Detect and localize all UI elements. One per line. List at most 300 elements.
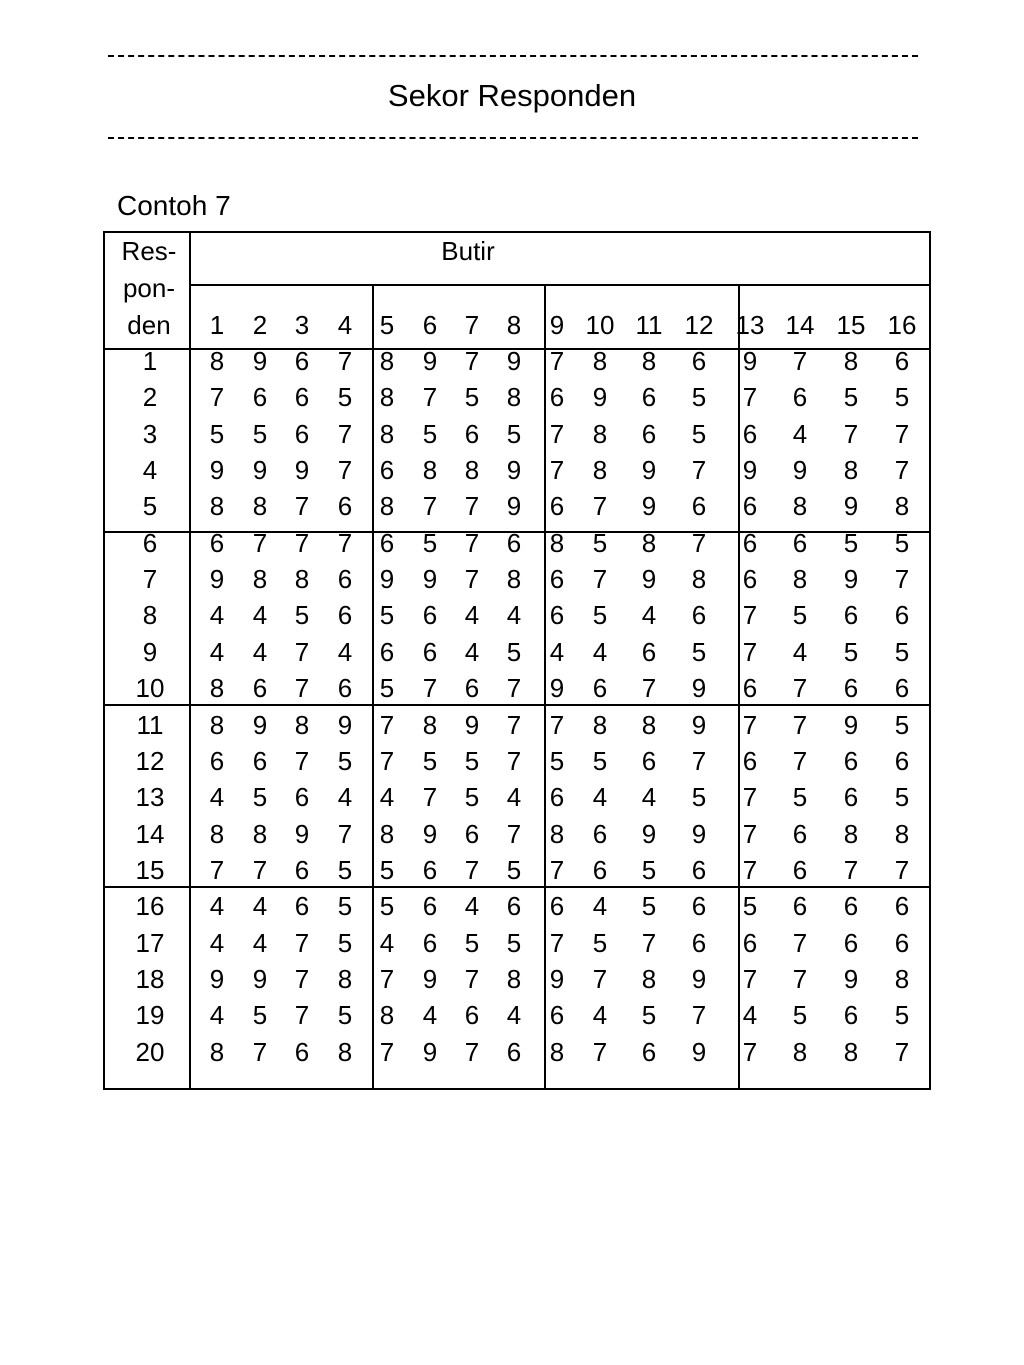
bottom-dashed-rule <box>108 137 918 153</box>
respondent-id: 1 <box>142 346 158 376</box>
score-cell: 7 <box>691 528 707 558</box>
score-cell: 9 <box>252 710 268 740</box>
score-cell: 4 <box>641 600 657 630</box>
score-cell: 7 <box>337 819 353 849</box>
score-cell: 7 <box>792 746 808 776</box>
score-cell: 6 <box>422 928 438 958</box>
score-cell: 9 <box>843 564 859 594</box>
score-cell: 8 <box>294 564 310 594</box>
score-cell: 7 <box>894 455 910 485</box>
score-cell: 7 <box>337 346 353 376</box>
score-cell: 7 <box>506 710 522 740</box>
score-cell: 6 <box>691 346 707 376</box>
score-cell: 7 <box>209 382 225 412</box>
score-cell: 5 <box>894 528 910 558</box>
score-cell: 5 <box>337 1000 353 1030</box>
score-cell: 4 <box>464 637 480 667</box>
score-cell: 8 <box>209 491 225 521</box>
score-cell: 4 <box>792 637 808 667</box>
score-cell: 4 <box>422 1000 438 1030</box>
score-cell: 9 <box>843 964 859 994</box>
score-cell: 5 <box>252 419 268 449</box>
score-cell: 7 <box>549 928 565 958</box>
score-cell: 8 <box>792 564 808 594</box>
score-cell: 7 <box>742 1037 758 1067</box>
respondent-id: 10 <box>135 673 165 703</box>
score-cell: 5 <box>506 637 522 667</box>
score-cell: 6 <box>422 891 438 921</box>
item-number-header: 6 <box>422 310 438 340</box>
score-cell: 6 <box>294 1037 310 1067</box>
score-cell: 7 <box>742 382 758 412</box>
score-cell: 9 <box>337 710 353 740</box>
score-cell: 6 <box>742 564 758 594</box>
score-cell: 6 <box>792 891 808 921</box>
score-cell: 4 <box>252 600 268 630</box>
score-cell: 9 <box>691 673 707 703</box>
respondent-header: pon- <box>122 273 176 303</box>
score-cell: 7 <box>742 637 758 667</box>
score-cell: 5 <box>894 637 910 667</box>
score-cell: 7 <box>691 455 707 485</box>
score-cell: 5 <box>337 891 353 921</box>
score-cell: 6 <box>549 491 565 521</box>
score-cell: 7 <box>894 855 910 885</box>
score-cell: 9 <box>506 346 522 376</box>
respondent-id: 20 <box>135 1037 165 1067</box>
score-cell: 6 <box>549 891 565 921</box>
item-number-header: 4 <box>337 310 353 340</box>
score-cell: 8 <box>641 528 657 558</box>
score-cell: 7 <box>464 491 480 521</box>
score-cell: 7 <box>843 419 859 449</box>
score-cell: 6 <box>379 637 395 667</box>
score-cell: 7 <box>294 491 310 521</box>
score-cell: 4 <box>252 637 268 667</box>
score-cell: 9 <box>422 346 438 376</box>
score-cell: 7 <box>422 673 438 703</box>
score-cell: 6 <box>209 528 225 558</box>
score-cell: 7 <box>843 855 859 885</box>
score-cell: 9 <box>422 819 438 849</box>
score-cell: 5 <box>379 600 395 630</box>
score-cell: 6 <box>792 819 808 849</box>
score-cell: 5 <box>843 382 859 412</box>
row-group-divider-3 <box>103 886 931 888</box>
score-cell: 6 <box>843 782 859 812</box>
score-cell: 8 <box>252 491 268 521</box>
score-cell: 5 <box>379 891 395 921</box>
score-cell: 6 <box>506 1037 522 1067</box>
score-cell: 7 <box>252 1037 268 1067</box>
score-cell: 7 <box>337 528 353 558</box>
score-cell: 6 <box>792 528 808 558</box>
respondent-id: 13 <box>135 782 165 812</box>
score-cell: 7 <box>379 710 395 740</box>
score-cell: 9 <box>742 346 758 376</box>
score-cell: 8 <box>894 964 910 994</box>
score-cell: 6 <box>894 673 910 703</box>
score-cell: 5 <box>843 528 859 558</box>
score-cell: 8 <box>592 419 608 449</box>
score-cell: 8 <box>506 964 522 994</box>
score-cell: 7 <box>464 1037 480 1067</box>
score-cell: 4 <box>464 891 480 921</box>
score-cell: 5 <box>691 782 707 812</box>
score-cell: 7 <box>742 710 758 740</box>
score-cell: 6 <box>209 746 225 776</box>
score-cell: 5 <box>422 419 438 449</box>
score-cell: 7 <box>337 419 353 449</box>
score-cell: 5 <box>549 746 565 776</box>
score-cell: 7 <box>742 819 758 849</box>
score-cell: 9 <box>422 1037 438 1067</box>
score-cell: 7 <box>691 746 707 776</box>
score-cell: 5 <box>506 928 522 958</box>
score-cell: 7 <box>792 346 808 376</box>
score-cell: 5 <box>592 528 608 558</box>
score-cell: 8 <box>792 491 808 521</box>
score-cell: 5 <box>379 673 395 703</box>
score-cell: 5 <box>641 891 657 921</box>
item-number-header: 2 <box>252 310 268 340</box>
score-cell: 8 <box>252 819 268 849</box>
score-cell: 6 <box>641 382 657 412</box>
respondent-id: 18 <box>135 964 165 994</box>
score-cell: 6 <box>252 673 268 703</box>
score-cell: 7 <box>379 746 395 776</box>
score-cell: 5 <box>843 637 859 667</box>
score-cell: 8 <box>843 819 859 849</box>
score-cell: 6 <box>641 1037 657 1067</box>
score-cell: 9 <box>252 455 268 485</box>
score-cell: 6 <box>464 673 480 703</box>
respondent-id: 9 <box>142 637 158 667</box>
score-cell: 7 <box>742 855 758 885</box>
score-cell: 6 <box>691 491 707 521</box>
score-cell: 7 <box>464 346 480 376</box>
score-cell: 5 <box>464 382 480 412</box>
score-cell: 6 <box>592 855 608 885</box>
score-cell: 5 <box>337 382 353 412</box>
score-cell: 8 <box>641 346 657 376</box>
score-cell: 5 <box>337 746 353 776</box>
score-cell: 6 <box>792 382 808 412</box>
score-cell: 6 <box>742 491 758 521</box>
score-cell: 5 <box>422 528 438 558</box>
score-cell: 7 <box>464 964 480 994</box>
score-cell: 6 <box>422 600 438 630</box>
score-cell: 5 <box>252 782 268 812</box>
score-cell: 8 <box>379 419 395 449</box>
score-cell: 9 <box>641 819 657 849</box>
score-cell: 6 <box>422 855 438 885</box>
score-cell: 6 <box>464 1000 480 1030</box>
score-cell: 5 <box>209 419 225 449</box>
score-cell: 7 <box>506 819 522 849</box>
respondent-id: 11 <box>136 710 164 740</box>
score-cell: 9 <box>422 964 438 994</box>
score-cell: 8 <box>209 710 225 740</box>
score-cell: 5 <box>422 746 438 776</box>
score-cell: 8 <box>337 1037 353 1067</box>
score-cell: 7 <box>422 782 438 812</box>
score-cell: 7 <box>294 673 310 703</box>
respondent-id: 12 <box>135 746 165 776</box>
score-cell: 7 <box>337 455 353 485</box>
respondent-id: 7 <box>142 564 158 594</box>
score-cell: 6 <box>691 855 707 885</box>
score-cell: 8 <box>209 673 225 703</box>
score-cell: 7 <box>549 455 565 485</box>
score-cell: 5 <box>337 855 353 885</box>
score-cell: 7 <box>422 491 438 521</box>
score-cell: 7 <box>294 528 310 558</box>
score-cell: 7 <box>506 746 522 776</box>
score-cell: 8 <box>592 346 608 376</box>
score-cell: 9 <box>641 491 657 521</box>
score-cell: 8 <box>209 1037 225 1067</box>
score-cell: 8 <box>792 1037 808 1067</box>
item-number-header: 12 <box>684 310 714 340</box>
item-number-header: 1 <box>209 310 225 340</box>
score-cell: 9 <box>742 455 758 485</box>
score-cell: 6 <box>252 382 268 412</box>
respondent-id: 8 <box>142 600 158 630</box>
score-cell: 5 <box>641 1000 657 1030</box>
score-cell: 6 <box>592 819 608 849</box>
item-number-header: 10 <box>585 310 615 340</box>
score-cell: 8 <box>506 382 522 412</box>
score-cell: 6 <box>294 346 310 376</box>
score-cell: 7 <box>464 528 480 558</box>
respondent-id: 19 <box>135 1000 165 1030</box>
score-cell: 7 <box>506 673 522 703</box>
score-cell: 4 <box>209 637 225 667</box>
score-cell: 6 <box>894 928 910 958</box>
respondent-column-divider <box>189 231 191 1090</box>
score-cell: 7 <box>549 419 565 449</box>
score-cell: 9 <box>379 564 395 594</box>
score-cell: 6 <box>641 746 657 776</box>
score-cell: 5 <box>464 928 480 958</box>
score-cell: 9 <box>549 964 565 994</box>
score-cell: 5 <box>379 855 395 885</box>
score-cell: 8 <box>691 564 707 594</box>
score-cell: 6 <box>337 600 353 630</box>
score-cell: 8 <box>549 819 565 849</box>
score-cell: 5 <box>294 600 310 630</box>
score-cell: 7 <box>894 564 910 594</box>
score-cell: 5 <box>592 928 608 958</box>
score-cell: 8 <box>549 528 565 558</box>
score-cell: 6 <box>894 746 910 776</box>
score-cell: 7 <box>549 346 565 376</box>
score-cell: 8 <box>422 710 438 740</box>
score-cell: 7 <box>641 673 657 703</box>
butir-header: Butir <box>441 236 495 266</box>
score-cell: 6 <box>742 673 758 703</box>
score-cell: 4 <box>792 419 808 449</box>
score-cell: 7 <box>641 928 657 958</box>
score-cell: 8 <box>379 346 395 376</box>
score-cell: 6 <box>742 928 758 958</box>
item-number-header: 14 <box>785 310 815 340</box>
score-cell: 9 <box>592 382 608 412</box>
respondent-header: Res- <box>121 236 177 266</box>
score-cell: 9 <box>843 710 859 740</box>
score-cell: 6 <box>843 746 859 776</box>
score-cell: 6 <box>641 419 657 449</box>
score-cell: 6 <box>294 855 310 885</box>
score-cell: 6 <box>464 819 480 849</box>
score-cell: 5 <box>506 855 522 885</box>
score-cell: 5 <box>894 710 910 740</box>
score-cell: 5 <box>337 928 353 958</box>
item-number-header: 11 <box>635 310 663 340</box>
score-cell: 4 <box>379 928 395 958</box>
row-group-divider-2 <box>103 704 931 706</box>
score-cell: 5 <box>894 1000 910 1030</box>
score-cell: 6 <box>379 528 395 558</box>
score-cell: 9 <box>209 455 225 485</box>
score-cell: 6 <box>592 673 608 703</box>
score-cell: 4 <box>209 782 225 812</box>
item-number-header: 13 <box>735 310 765 340</box>
score-cell: 8 <box>422 455 438 485</box>
score-cell: 7 <box>252 528 268 558</box>
score-cell: 6 <box>843 928 859 958</box>
score-cell: 7 <box>294 637 310 667</box>
score-cell: 9 <box>691 1037 707 1067</box>
score-cell: 7 <box>464 855 480 885</box>
score-cell: 6 <box>843 600 859 630</box>
score-cell: 7 <box>792 964 808 994</box>
score-cell: 9 <box>549 673 565 703</box>
score-cell: 4 <box>464 600 480 630</box>
score-cell: 4 <box>209 600 225 630</box>
score-cell: 8 <box>379 819 395 849</box>
score-cell: 6 <box>792 855 808 885</box>
score-cell: 6 <box>549 600 565 630</box>
score-cell: 4 <box>641 782 657 812</box>
score-cell: 7 <box>742 964 758 994</box>
score-cell: 7 <box>294 1000 310 1030</box>
score-cell: 5 <box>641 855 657 885</box>
score-cell: 7 <box>294 964 310 994</box>
score-cell: 7 <box>549 855 565 885</box>
score-cell: 4 <box>337 782 353 812</box>
score-cell: 7 <box>792 673 808 703</box>
score-cell: 9 <box>464 710 480 740</box>
score-cell: 5 <box>792 782 808 812</box>
score-cell: 8 <box>379 491 395 521</box>
score-cell: 7 <box>549 710 565 740</box>
score-cell: 5 <box>592 600 608 630</box>
item-number-header: 9 <box>549 310 565 340</box>
score-cell: 4 <box>209 928 225 958</box>
example-label: Contoh 7 <box>117 190 231 221</box>
score-cell: 6 <box>894 600 910 630</box>
score-cell: 6 <box>294 419 310 449</box>
score-cell: 5 <box>464 746 480 776</box>
respondent-id: 2 <box>142 382 158 412</box>
score-cell: 8 <box>592 455 608 485</box>
score-cell: 5 <box>894 382 910 412</box>
score-cell: 6 <box>379 455 395 485</box>
score-cell: 7 <box>379 964 395 994</box>
score-cell: 7 <box>592 964 608 994</box>
score-cell: 9 <box>641 455 657 485</box>
score-cell: 4 <box>252 928 268 958</box>
respondent-id: 14 <box>135 819 165 849</box>
score-cell: 5 <box>464 782 480 812</box>
score-cell: 9 <box>252 346 268 376</box>
score-cell: 5 <box>742 891 758 921</box>
respondent-id: 17 <box>135 928 165 958</box>
score-cell: 8 <box>464 455 480 485</box>
score-cell: 5 <box>691 382 707 412</box>
score-cell: 6 <box>337 673 353 703</box>
score-cell: 4 <box>592 1000 608 1030</box>
score-cell: 7 <box>209 855 225 885</box>
score-cell: 8 <box>209 346 225 376</box>
score-cell: 4 <box>379 782 395 812</box>
item-number-header: 3 <box>294 310 310 340</box>
item-number-header: 8 <box>506 310 522 340</box>
score-cell: 7 <box>464 564 480 594</box>
score-cell: 4 <box>592 637 608 667</box>
score-cell: 6 <box>691 600 707 630</box>
score-cell: 8 <box>506 564 522 594</box>
score-cell: 4 <box>506 782 522 812</box>
score-cell: 5 <box>792 600 808 630</box>
respondent-id: 16 <box>135 891 165 921</box>
score-cell: 6 <box>337 491 353 521</box>
page-title: Sekor Responden <box>387 78 637 113</box>
respondent-id: 4 <box>142 455 158 485</box>
score-cell: 9 <box>506 491 522 521</box>
score-cell: 9 <box>792 455 808 485</box>
score-cell: 4 <box>506 600 522 630</box>
score-cell: 6 <box>549 564 565 594</box>
score-cell: 6 <box>641 637 657 667</box>
score-cell: 6 <box>742 419 758 449</box>
score-cell: 6 <box>549 1000 565 1030</box>
score-cell: 6 <box>691 891 707 921</box>
score-cell: 5 <box>252 1000 268 1030</box>
score-cell: 6 <box>843 1000 859 1030</box>
score-cell: 9 <box>294 455 310 485</box>
item-number-header: 15 <box>836 310 866 340</box>
score-cell: 8 <box>337 964 353 994</box>
score-cell: 7 <box>742 600 758 630</box>
score-cell: 8 <box>549 1037 565 1067</box>
score-cell: 6 <box>843 673 859 703</box>
score-cell: 9 <box>209 964 225 994</box>
respondent-id: 6 <box>142 528 158 558</box>
score-cell: 9 <box>294 819 310 849</box>
score-cell: 9 <box>641 564 657 594</box>
score-cell: 6 <box>464 419 480 449</box>
score-cell: 7 <box>592 564 608 594</box>
score-cell: 6 <box>742 528 758 558</box>
score-cell: 8 <box>252 564 268 594</box>
score-cell: 8 <box>294 710 310 740</box>
respondent-id: 3 <box>142 419 158 449</box>
score-cell: 4 <box>209 891 225 921</box>
score-cell: 9 <box>691 819 707 849</box>
